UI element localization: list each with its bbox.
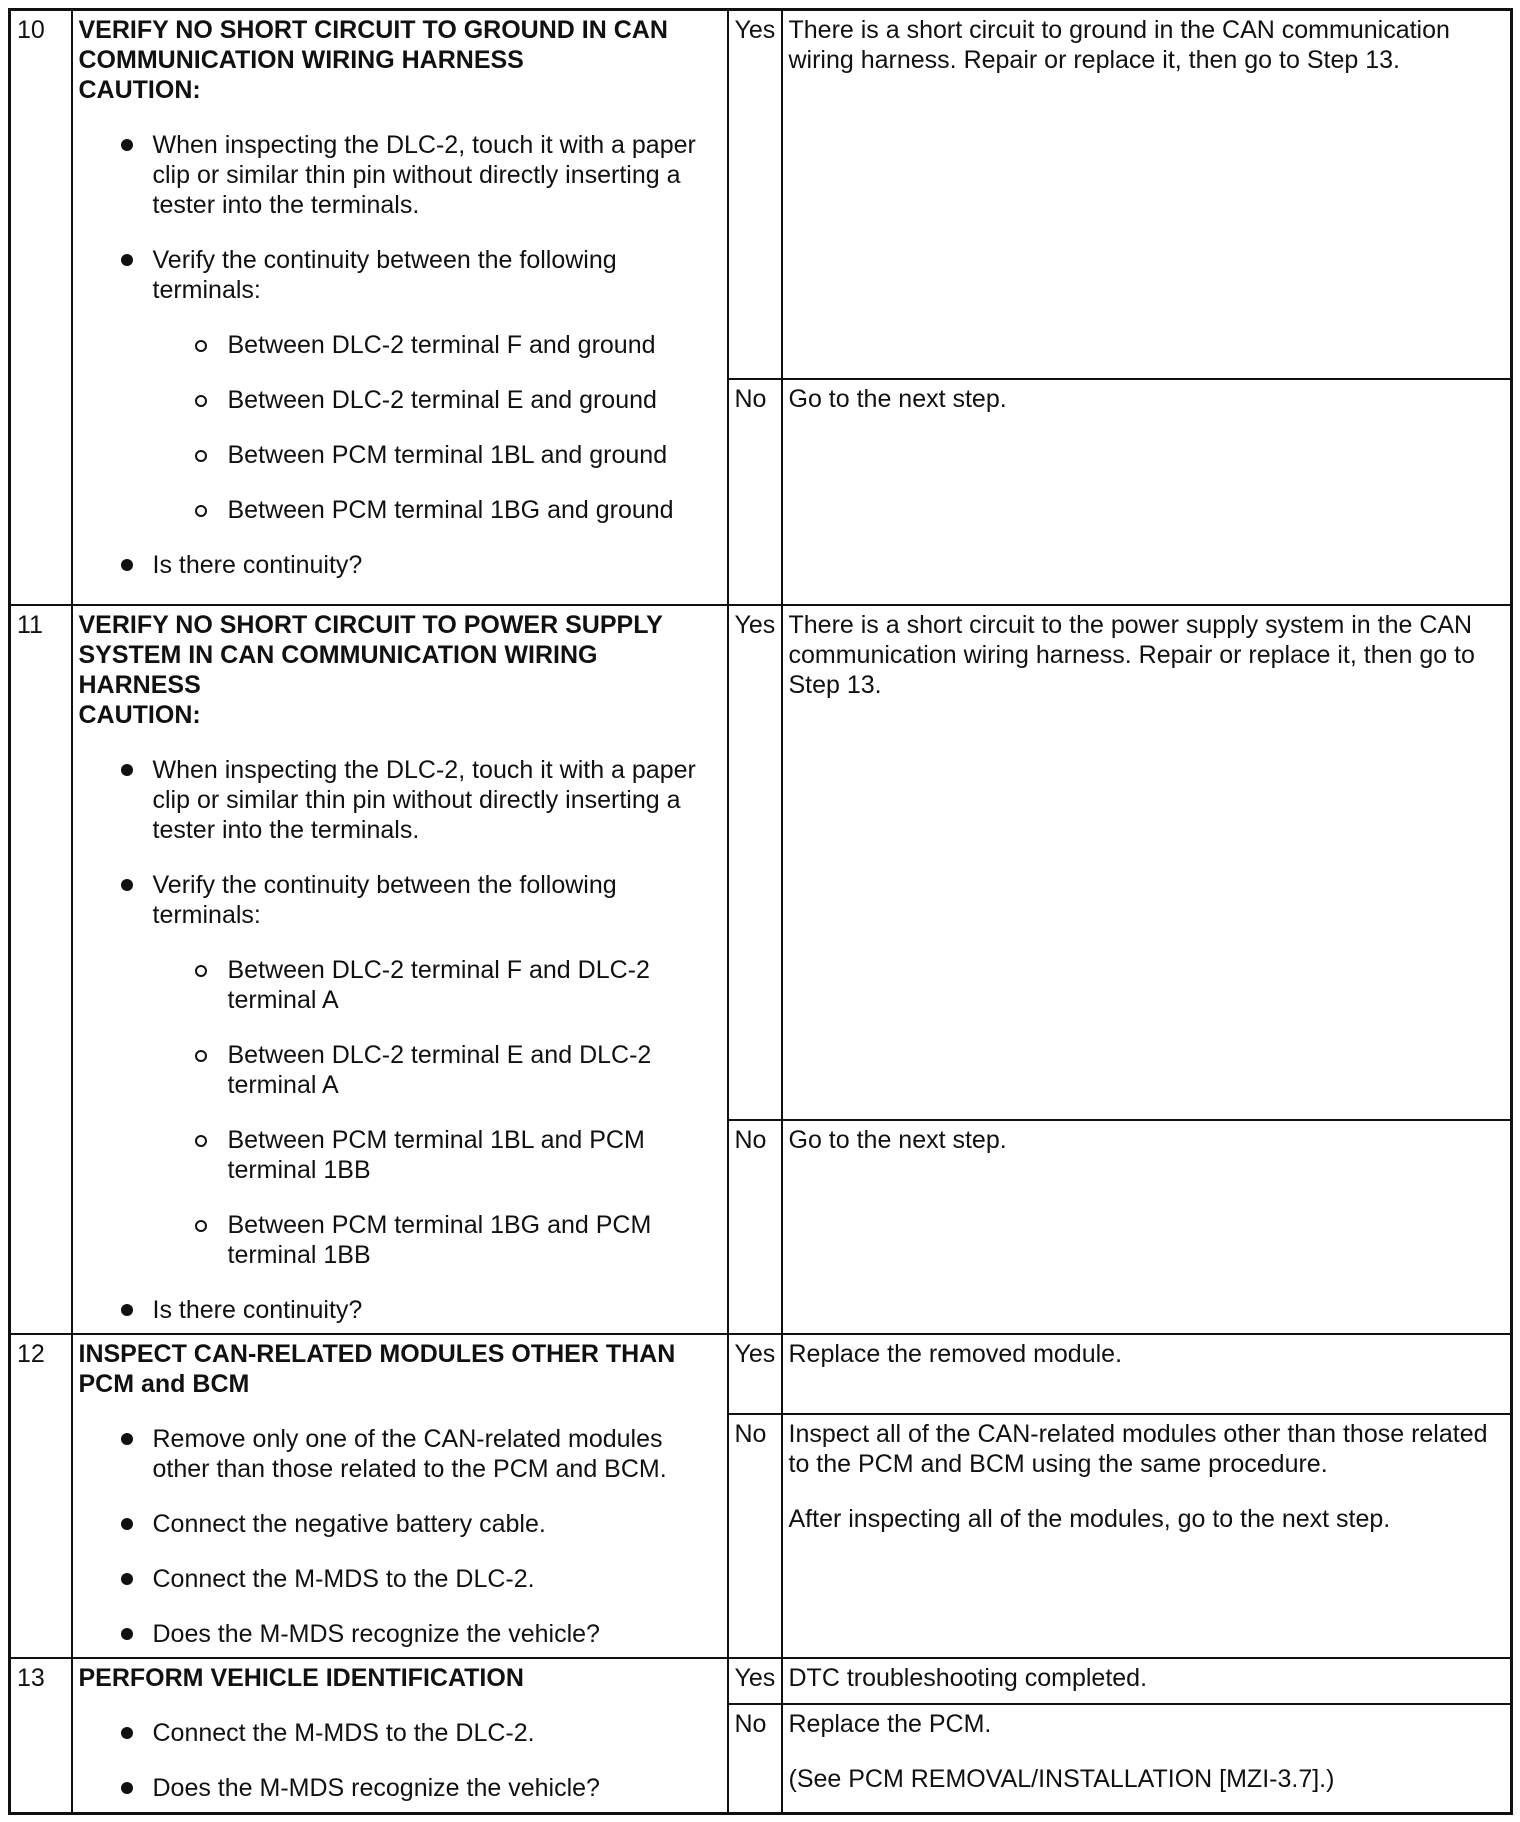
caution-label: CAUTION: <box>78 76 201 104</box>
list-item: When inspecting the DLC-2, touch it with a paper clip or similar thin pin without directly inserting a tester into the terminals. <box>79 755 721 845</box>
yes-label: Yes <box>728 1658 782 1704</box>
no-action: Replace the PCM. (See PCM REMOVAL/INSTALLATION [MZI-3.7].) <box>782 1704 1512 1814</box>
bullet-dot-icon <box>121 254 133 266</box>
yes-action: Replace the removed module. <box>782 1334 1512 1414</box>
yes-action: There is a short circuit to the power supply system in the CAN communication wiring harness. Repair or replace it, then go to Step 13. <box>782 605 1512 1120</box>
no-label: No <box>728 1120 782 1334</box>
step-content <box>72 1334 728 1658</box>
yes-label: Yes <box>728 605 782 1120</box>
bullet-dot-icon <box>121 879 133 891</box>
step-bullets <box>79 1718 721 1803</box>
bullet-dot-icon <box>121 1628 133 1640</box>
no-action: Go to the next step. <box>782 1120 1512 1334</box>
step-title: PERFORM VEHICLE IDENTIFICATION <box>78 1663 524 1692</box>
step-bullets <box>79 755 721 1325</box>
step-title: VERIFY NO SHORT CIRCUIT TO POWER SUPPLY SYSTEM IN CAN COMMUNICATION WIRING HARNESS <box>78 610 663 699</box>
step-number: 10 <box>10 10 72 605</box>
step-content <box>72 1658 728 1814</box>
list-item: Is there continuity? <box>79 1295 721 1325</box>
list-item: Connect the M-MDS to the DLC-2. <box>79 1564 721 1594</box>
bullet-dot-icon <box>121 1727 133 1739</box>
circle-bullet-icon <box>195 340 207 352</box>
terminal-list <box>153 955 721 1270</box>
yes-label: Yes <box>728 1334 782 1414</box>
circle-bullet-icon <box>195 505 207 517</box>
step-bullets <box>79 130 721 580</box>
step-number: 13 <box>10 1658 72 1814</box>
terminal-item: Between DLC-2 terminal E and ground <box>153 385 721 415</box>
no-label: No <box>728 1704 782 1814</box>
terminal-item: Between PCM terminal 1BL and PCM terminal 1BB <box>153 1125 721 1185</box>
bullet-dot-icon <box>121 559 133 571</box>
step-row-13-yes <box>10 1658 1512 1704</box>
step-number: 11 <box>10 605 72 1334</box>
list-item: Does the M-MDS recognize the vehicle? <box>79 1773 721 1803</box>
circle-bullet-icon <box>195 1050 207 1062</box>
bullet-dot-icon <box>121 1782 133 1794</box>
list-item: Does the M-MDS recognize the vehicle? <box>79 1619 721 1649</box>
step-bullets <box>79 1424 721 1649</box>
circle-bullet-icon <box>195 450 207 462</box>
yes-action: DTC troubleshooting completed. <box>782 1658 1512 1704</box>
terminal-item: Between PCM terminal 1BL and ground <box>153 440 721 470</box>
bullet-dot-icon <box>121 1433 133 1445</box>
list-item: Verify the continuity between the following terminals: Between DLC-2 terminal F and DLC-2 terminal A Between DLC-2 terminal E and DLC-2 terminal A Between PCM terminal 1BL and PCM terminal 1BB Between PCM terminal 1BG and PCM terminal 1BB <box>79 870 721 1270</box>
no-action: Go to the next step. <box>782 379 1512 605</box>
step-title: INSPECT CAN-RELATED MODULES OTHER THAN PCM and BCM <box>78 1339 676 1398</box>
circle-bullet-icon <box>195 1220 207 1232</box>
step-row-10-yes <box>10 10 1512 379</box>
no-label: No <box>728 379 782 605</box>
terminal-list <box>153 330 721 525</box>
yes-action: There is a short circuit to ground in the CAN communication wiring harness. Repair or replace it, then go to Step 13. <box>782 10 1512 379</box>
circle-bullet-icon <box>195 965 207 977</box>
list-item: Connect the negative battery cable. <box>79 1509 721 1539</box>
circle-bullet-icon <box>195 1135 207 1147</box>
bullet-dot-icon <box>121 1573 133 1585</box>
step-row-12-yes <box>10 1334 1512 1414</box>
terminal-item: Between PCM terminal 1BG and PCM terminal 1BB <box>153 1210 721 1270</box>
no-action: Inspect all of the CAN-related modules other than those related to the PCM and BCM using the same procedure. After inspecting all of the modules, go to the next step. <box>782 1414 1512 1658</box>
bullet-dot-icon <box>121 139 133 151</box>
list-item: Is there continuity? <box>79 550 721 580</box>
bullet-dot-icon <box>121 1304 133 1316</box>
caution-label: CAUTION: <box>78 700 201 729</box>
step-number: 12 <box>10 1334 72 1658</box>
list-item: Remove only one of the CAN-related modules other than those related to the PCM and BCM. <box>79 1424 721 1484</box>
step-row-11-yes <box>10 605 1512 1120</box>
circle-bullet-icon <box>195 395 207 407</box>
step-content <box>72 605 728 1334</box>
bullet-dot-icon <box>121 764 133 776</box>
list-item: When inspecting the DLC-2, touch it with a paper clip or similar thin pin without directly inserting a tester into the terminals. <box>79 130 721 220</box>
terminal-item: Between PCM terminal 1BG and ground <box>153 495 721 525</box>
terminal-item: Between DLC-2 terminal E and DLC-2 terminal A <box>153 1040 721 1100</box>
list-item: Verify the continuity between the following terminals: Between DLC-2 terminal F and ground Between DLC-2 terminal E and ground Between PCM terminal 1BL and ground Between PCM terminal 1BG and ground <box>79 245 721 525</box>
terminal-item: Between DLC-2 terminal F and DLC-2 terminal A <box>153 955 721 1015</box>
bullet-dot-icon <box>121 1518 133 1530</box>
yes-label: Yes <box>728 10 782 379</box>
step-title: VERIFY NO SHORT CIRCUIT TO GROUND IN CAN COMMUNICATION WIRING HARNESS <box>78 16 668 74</box>
list-item: Connect the M-MDS to the DLC-2. <box>79 1718 721 1748</box>
no-label: No <box>728 1414 782 1658</box>
step-content <box>72 10 728 605</box>
troubleshooting-table <box>8 8 1513 1815</box>
terminal-item: Between DLC-2 terminal F and ground <box>153 330 721 360</box>
